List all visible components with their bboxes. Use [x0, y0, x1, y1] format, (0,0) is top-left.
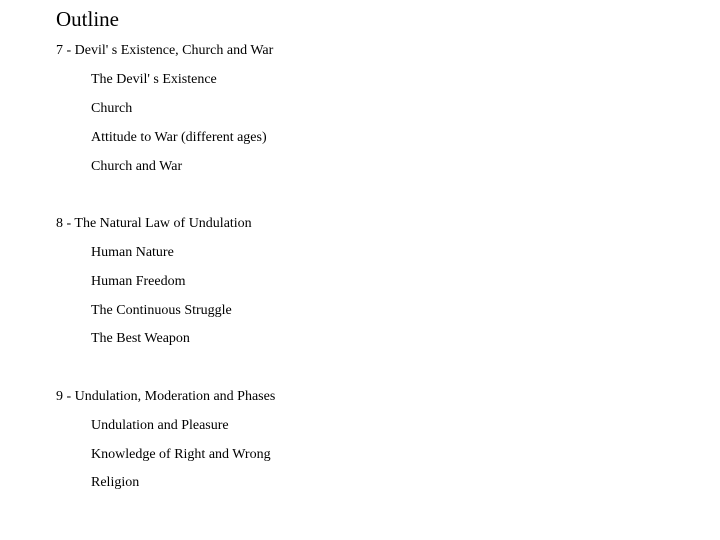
section-item: Knowledge of Right and Wrong: [91, 447, 271, 462]
section-heading: 7 - Devil' s Existence, Church and War: [56, 43, 274, 58]
section-item: Church and War: [91, 159, 183, 174]
section-item: The Best Weapon: [91, 331, 190, 346]
section-item: The Devil' s Existence: [91, 72, 217, 87]
section-item: Religion: [91, 475, 140, 490]
section-item: Undulation and Pleasure: [91, 418, 229, 433]
section-heading: 9 - Undulation, Moderation and Phases: [56, 389, 276, 404]
section-item: Church: [91, 101, 133, 116]
section-item: Human Nature: [91, 245, 174, 260]
page-title: Outline: [56, 7, 119, 31]
section-item: Human Freedom: [91, 274, 186, 289]
section-heading: 8 - The Natural Law of Undulation: [56, 216, 252, 231]
section-item: The Continuous Struggle: [91, 303, 232, 318]
section-item: Attitude to War (different ages): [91, 130, 267, 145]
